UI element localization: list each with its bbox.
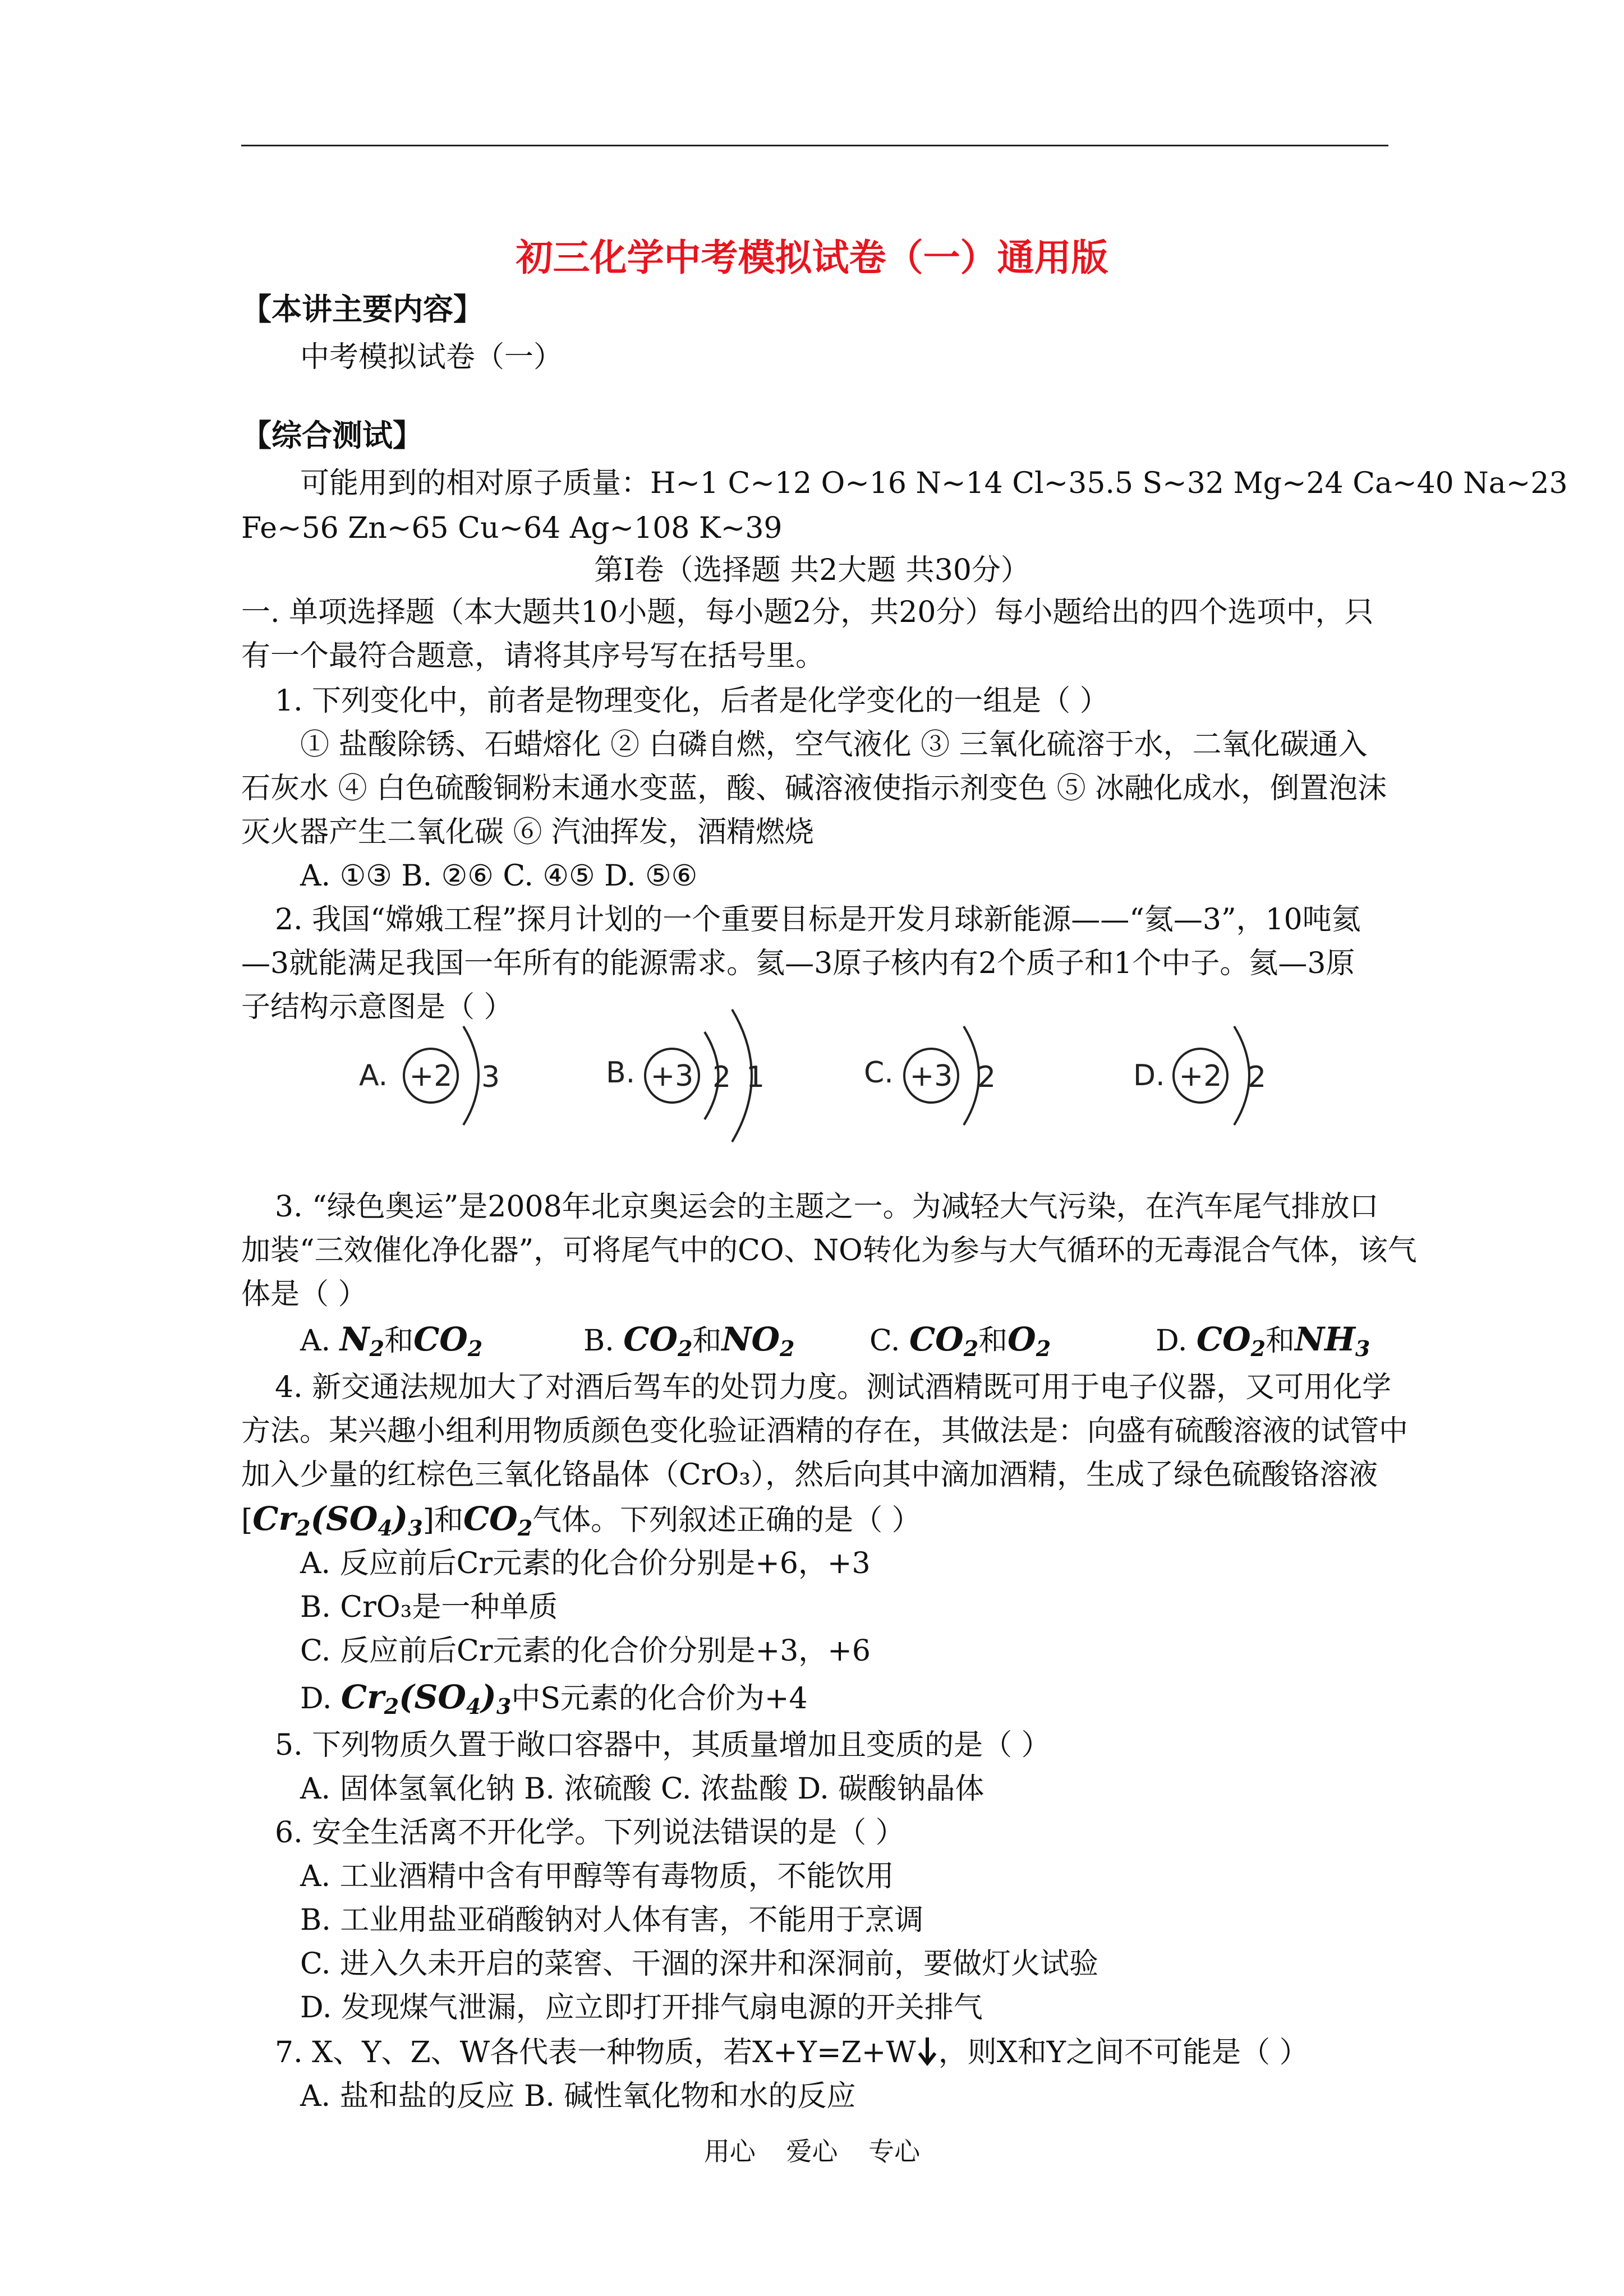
q4-line-4 bbox=[241, 1501, 921, 1546]
atom-c-label: C. bbox=[864, 1056, 894, 1090]
part1-instructions-line-2: 有一个最符合题意，请将其序号写在括号里。 bbox=[241, 639, 825, 673]
q3-formula-no2: $NO_2$ bbox=[721, 1320, 795, 1361]
q2-line-3: 子结构示意图是（ ） bbox=[241, 990, 513, 1024]
q3-and-c: 和 bbox=[978, 1324, 1008, 1358]
page-footer: 用心 爱心 专心 bbox=[703, 2136, 921, 2166]
q3-line-1: 3. “绿色奥运”是2008年北京奥运会的主题之一。为减轻大气污染，在汽车尾气排放口 bbox=[275, 1190, 1379, 1224]
q1-stem: 1. 下列变化中，前者是物理变化，后者是化学变化的一组是（ ） bbox=[275, 684, 1109, 718]
q4-close-bracket-and: ]和 bbox=[422, 1504, 463, 1537]
q3-formula-o2: $O_2$ bbox=[1007, 1320, 1051, 1361]
q4-line-4-tail: 气体。下列叙述正确的是（ ） bbox=[532, 1504, 921, 1537]
q3-and-a: 和 bbox=[384, 1324, 414, 1358]
atomic-mass-line-2: Fe~56 Zn~65 Cu~64 Ag~108 K~39 bbox=[241, 511, 783, 545]
q6-stem: 6. 安全生活离不开化学。下列说法错误的是（ ） bbox=[275, 1816, 905, 1850]
q3-formula-co2-c: $CO_2$ bbox=[909, 1320, 979, 1361]
atom-c-nucleus-charge: +3 bbox=[909, 1059, 953, 1093]
q2-line-2: —3就能满足我国一年所有的能源需求。氦—3原子核内有2个质子和1个中子。氦—3原 bbox=[241, 947, 1355, 980]
q4-formula-co2: $CO_2$ bbox=[463, 1500, 533, 1541]
q4-option-c: C. 反应前后Cr元素的化合价分别是+3，+6 bbox=[300, 1634, 871, 1668]
q3-option-a-letter: A. bbox=[300, 1324, 331, 1358]
atom-b-shell-2-count: 1 bbox=[746, 1061, 765, 1094]
atom-a-shell-1 bbox=[463, 1026, 479, 1125]
main-content-text: 中考模拟试卷（一） bbox=[300, 340, 563, 374]
q4-line-2: 方法。某兴趣小组利用物质颜色变化验证酒精的存在，其做法是：向盛有硫酸溶液的试管中 bbox=[241, 1414, 1409, 1448]
q4-line-1: 4. 新交通法规加大了对酒后驾车的处罚力度。测试酒精既可用于电子仪器，又可用化学 bbox=[275, 1371, 1392, 1404]
q6-option-b: B. 工业用盐亚硝酸钠对人体有害，不能用于烹调 bbox=[300, 1903, 924, 1937]
q3-formula-co2-d: $CO_2$ bbox=[1196, 1320, 1266, 1361]
q6-option-a: A. 工业酒精中含有甲醇等有毒物质，不能饮用 bbox=[300, 1860, 894, 1893]
q3-formula-co2-a: $CO_2$ bbox=[413, 1320, 483, 1361]
q5-options: A. 固体氢氧化钠 B. 浓硫酸 C. 浓盐酸 D. 碳酸钠晶体 bbox=[300, 1772, 984, 1806]
q4-option-d bbox=[300, 1679, 808, 1725]
header-rule bbox=[241, 145, 1388, 146]
q3-option-c-letter: C. bbox=[869, 1324, 900, 1358]
q3-formula-nh3: $NH_3$ bbox=[1295, 1320, 1370, 1361]
section-main-heading: 【本讲主要内容】 bbox=[241, 292, 484, 327]
atom-a-nucleus-charge: +2 bbox=[409, 1059, 453, 1093]
q4-formula-cr2so43-d: $Cr_2(SO_4)_3$ bbox=[341, 1678, 512, 1719]
atomic-mass-line-1: 可能用到的相对原子质量：H~1 C~12 O~16 N~14 Cl~35.5 S~32 Mg~24 Ca~40 Na~23 bbox=[300, 467, 1568, 500]
q4-formula-cr2so43: $Cr_2(SO_4)_3$ bbox=[252, 1500, 423, 1541]
atom-b-shell-1-count: 2 bbox=[712, 1061, 732, 1094]
atom-c-shell-1 bbox=[964, 1026, 979, 1125]
q3-formula-co2-b: $CO_2$ bbox=[623, 1320, 693, 1361]
q1-options: A. ①③ B. ②⑥ C. ④⑤ D. ⑤⑥ bbox=[300, 859, 698, 893]
atom-d-nucleus-charge: +2 bbox=[1179, 1059, 1222, 1093]
atom-b-label: B. bbox=[606, 1056, 636, 1090]
q4-line-3: 加入少量的红棕色三氧化铬晶体（CrO₃），然后向其中滴加酒精，生成了绿色硫酸铬溶液 bbox=[241, 1458, 1378, 1492]
atom-d-shell-1 bbox=[1234, 1026, 1249, 1125]
q3-option-c bbox=[869, 1321, 1051, 1367]
atom-b-nucleus-charge: +3 bbox=[650, 1059, 694, 1093]
q4-open-bracket: [ bbox=[241, 1504, 253, 1537]
q1-body-line-3: 灭火器产生二氧化碳 ⑥ 汽油挥发，酒精燃烧 bbox=[241, 815, 815, 849]
section-test-heading: 【综合测试】 bbox=[241, 418, 423, 453]
q7-stem-tail: ，则X和Y之间不可能是（ ） bbox=[938, 2036, 1309, 2069]
precipitate-arrow-icon bbox=[916, 2035, 938, 2067]
q4-option-b: B. CrO₃是一种单质 bbox=[300, 1590, 558, 1624]
q3-option-b-letter: B. bbox=[583, 1324, 614, 1358]
document-title: 初三化学中考模拟试卷（一）通用版 bbox=[516, 236, 1108, 279]
q1-body-line-1: ① 盐酸除锈、石蜡熔化 ② 白磷自燃，空气液化 ③ 三氧化硫溶于水，二氧化碳通入 bbox=[300, 728, 1368, 762]
part1-instructions-line-1: 一. 单项选择题（本大题共10小题，每小题2分，共20分）每小题给出的四个选项中，只 bbox=[241, 596, 1374, 629]
q3-line-2: 加装“三效催化净化器”，可将尾气中的CO、NO转化为参与大气循环的无毒混合气体，该气 bbox=[241, 1234, 1417, 1267]
q4-option-d-text: 中S元素的化合价为+4 bbox=[511, 1682, 808, 1716]
q7-stem-equation: 7. X、Y、Z、W各代表一种物质，若X+Y=Z+W bbox=[275, 2036, 916, 2069]
q3-line-3: 体是（ ） bbox=[241, 1278, 367, 1311]
q2-line-1: 2. 我国“嫦娥工程”探月计划的一个重要目标是开发月球新能源——“氦—3”，10吨氦 bbox=[275, 903, 1361, 937]
q3-option-b bbox=[583, 1321, 794, 1367]
atom-a-label: A. bbox=[359, 1059, 388, 1092]
atom-d-label: D. bbox=[1133, 1059, 1165, 1092]
q5-stem: 5. 下列物质久置于敞口容器中，其质量增加且变质的是（ ） bbox=[275, 1728, 1051, 1762]
q3-option-d bbox=[1156, 1321, 1370, 1367]
q3-formula-n2: $N_2$ bbox=[339, 1320, 385, 1361]
q3-option-d-letter: D. bbox=[1156, 1324, 1188, 1358]
q3-and-d: 和 bbox=[1266, 1324, 1295, 1358]
volume-heading: 第Ⅰ卷（选择题 共2大题 共30分） bbox=[594, 554, 1030, 587]
q3-option-a bbox=[300, 1321, 482, 1367]
atom-c-shell-1-count: 2 bbox=[977, 1061, 996, 1094]
atom-a-shell-1-count: 3 bbox=[481, 1061, 500, 1094]
q7-options: A. 盐和盐的反应 B. 碱性氧化物和水的反应 bbox=[300, 2080, 856, 2113]
q4-option-a: A. 反应前后Cr元素的化合价分别是+6，+3 bbox=[300, 1547, 871, 1580]
q3-and-b: 和 bbox=[692, 1324, 722, 1358]
q4-option-d-letter: D. bbox=[300, 1682, 332, 1716]
atom-d-shell-1-count: 2 bbox=[1248, 1061, 1267, 1094]
q1-body-line-2: 石灰水 ④ 白色硫酸铜粉末通水变蓝，酸、碱溶液使指示剂变色 ⑤ 冰融化成水，倒置泡沫 bbox=[241, 772, 1387, 805]
q6-option-c: C. 进入久未开启的菜窖、干涸的深井和深洞前，要做灯火试验 bbox=[300, 1947, 1098, 1981]
q6-option-d: D. 发现煤气泄漏，应立即打开排气扇电源的开关排气 bbox=[300, 1991, 983, 2025]
q7-stem bbox=[275, 2035, 1309, 2071]
